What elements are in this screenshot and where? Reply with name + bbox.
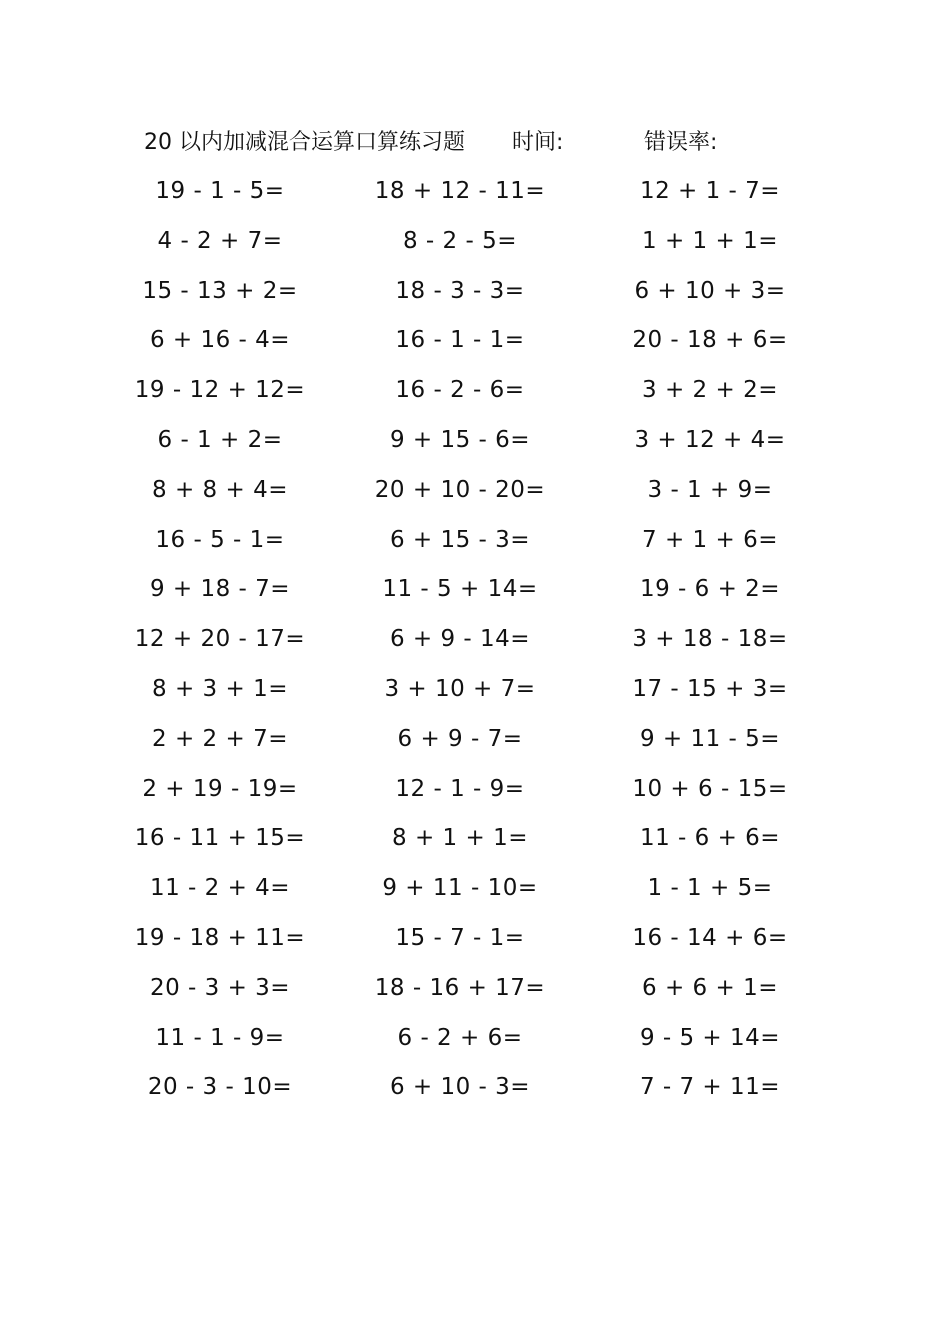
math-problem: 2 + 19 - 19= [142, 775, 298, 802]
math-problem: 4 - 2 + 7= [157, 227, 283, 254]
math-problem: 1 + 1 + 1= [642, 227, 778, 254]
math-problem: 6 - 2 + 6= [397, 1024, 523, 1051]
math-problem: 19 - 18 + 11= [134, 924, 306, 951]
problem-row [0, 967, 950, 1017]
problem-row [0, 568, 950, 618]
math-problem: 9 + 11 - 10= [382, 875, 538, 902]
time-label: 时间: [512, 130, 564, 155]
math-problem: 1 - 1 + 5= [647, 875, 773, 902]
math-problem: 20 - 3 + 3= [149, 974, 291, 1001]
problem-row [0, 220, 950, 270]
math-problem: 6 + 6 + 1= [642, 974, 778, 1001]
math-problem: 9 + 11 - 5= [639, 725, 781, 752]
math-problem: 11 - 6 + 6= [639, 825, 781, 852]
math-problem: 8 + 8 + 4= [152, 476, 288, 503]
math-problem: 19 - 6 + 2= [639, 576, 781, 603]
math-problem: 15 - 7 - 1= [395, 924, 525, 951]
math-problem: 6 + 15 - 3= [389, 526, 531, 553]
math-problem: 9 + 18 - 7= [149, 576, 291, 603]
problem-row [0, 270, 950, 320]
math-problem: 12 + 1 - 7= [639, 178, 781, 204]
math-problem: 9 + 15 - 6= [389, 426, 531, 453]
math-problem: 8 + 3 + 1= [152, 675, 288, 702]
math-problem: 18 - 16 + 17= [374, 974, 546, 1001]
problem-row [0, 170, 950, 220]
problem-row [0, 917, 950, 967]
math-problem: 7 + 1 + 6= [642, 526, 778, 553]
math-problem: 18 - 3 - 3= [395, 277, 525, 304]
problem-row [0, 319, 950, 369]
math-problem: 7 - 7 + 11= [639, 1074, 781, 1101]
problem-row [0, 1017, 950, 1067]
math-problem: 19 - 1 - 5= [155, 178, 285, 204]
worksheet-header [144, 126, 794, 160]
problem-row [0, 867, 950, 917]
problem-row [0, 369, 950, 419]
math-problem: 20 - 18 + 6= [632, 327, 788, 354]
problem-row [0, 519, 950, 569]
math-problem: 6 + 9 - 14= [389, 626, 531, 653]
math-problem: 2 + 2 + 7= [152, 725, 288, 752]
math-problem: 11 - 1 - 9= [155, 1024, 285, 1051]
math-problem: 11 - 5 + 14= [382, 576, 538, 603]
problem-row [0, 668, 950, 718]
math-problem: 16 - 14 + 6= [632, 924, 788, 951]
math-problem: 3 + 2 + 2= [642, 377, 778, 404]
math-problem: 18 + 12 - 11= [374, 178, 546, 204]
math-problem: 11 - 2 + 4= [149, 875, 291, 902]
math-problem: 3 - 1 + 9= [647, 476, 773, 503]
problem-row [0, 817, 950, 867]
error-rate-label: 错误率: [644, 130, 718, 155]
math-problem: 3 + 18 - 18= [632, 626, 788, 653]
math-problem: 16 - 11 + 15= [134, 825, 306, 852]
problem-row [0, 419, 950, 469]
problem-row [0, 718, 950, 768]
math-problem: 10 + 6 - 15= [632, 775, 788, 802]
problem-row [0, 618, 950, 668]
math-problem: 12 - 1 - 9= [395, 775, 525, 802]
math-problem: 6 + 10 + 3= [634, 277, 786, 304]
math-problem: 16 - 5 - 1= [155, 526, 285, 553]
math-problem: 3 + 12 + 4= [634, 426, 786, 453]
problem-row [0, 768, 950, 818]
math-problem: 6 + 9 - 7= [397, 725, 523, 752]
math-problem: 8 - 2 - 5= [402, 227, 517, 254]
math-problem: 17 - 15 + 3= [632, 675, 788, 702]
math-problem: 6 + 10 - 3= [389, 1074, 531, 1101]
math-problem: 15 - 13 + 2= [142, 277, 298, 304]
math-problem: 9 - 5 + 14= [639, 1024, 781, 1051]
worksheet-title: 20 以内加减混合运算口算练习题 [144, 130, 465, 155]
math-problem: 16 - 1 - 1= [395, 327, 525, 354]
math-problem: 8 + 1 + 1= [392, 825, 528, 852]
problem-grid [0, 170, 950, 1116]
math-problem: 20 - 3 - 10= [147, 1074, 293, 1101]
problem-row [0, 1066, 950, 1116]
math-problem: 20 + 10 - 20= [374, 476, 546, 503]
math-problem: 6 - 1 + 2= [157, 426, 283, 453]
math-problem: 6 + 16 - 4= [149, 327, 291, 354]
math-problem: 19 - 12 + 12= [134, 377, 306, 404]
math-problem: 16 - 2 - 6= [395, 377, 525, 404]
math-problem: 3 + 10 + 7= [384, 675, 536, 702]
math-problem: 12 + 20 - 17= [134, 626, 306, 653]
problem-row [0, 469, 950, 519]
